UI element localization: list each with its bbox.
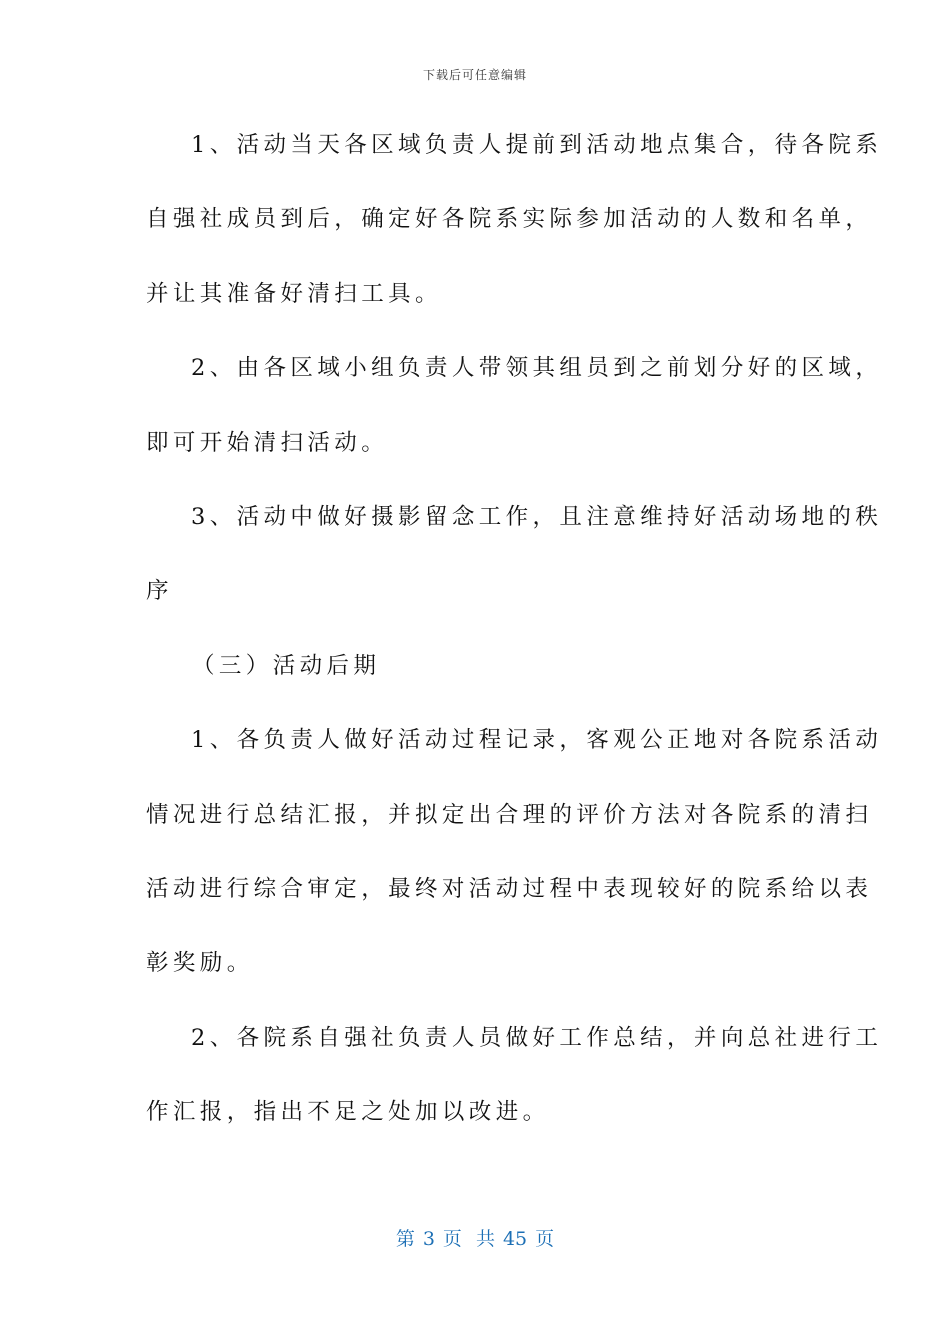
paragraph-line: 序	[146, 578, 173, 605]
paragraph-line: 3、活动中做好摄影留念工作，且注意维持好活动场地的秩	[191, 503, 883, 530]
current-page-number: 3	[422, 1228, 435, 1250]
paragraph-line: 1、活动当天各区域负责人提前到活动地点集合，待各院系	[191, 132, 883, 158]
paragraph-line: 作汇报，指出不足之处加以改进。	[146, 1099, 550, 1126]
section-heading: （三）活动后期	[192, 652, 381, 679]
paragraph-line: 活动进行综合审定，最终对活动过程中表现较好的院系给以表	[146, 875, 873, 902]
page-footer	[0, 1224, 950, 1251]
total-pages-number: 45	[502, 1228, 528, 1250]
paragraph-line: 1、各负责人做好活动过程记录，客观公正地对各院系活动	[191, 727, 883, 754]
footer-prefix: 第	[395, 1228, 415, 1250]
paragraph-line: 情况进行总结汇报，并拟定出合理的评价方法对各院系的清扫	[146, 801, 873, 828]
paragraph-line: 即可开始清扫活动。	[146, 429, 389, 456]
paragraph-line: 2、由各区域小组负责人带领其组员到之前划分好的区域，	[191, 355, 883, 382]
document-body	[146, 120, 883, 1161]
paragraph-line: 2、各院系自强社负责人员做好工作总结，并向总社进行工	[191, 1024, 883, 1051]
paragraph-line: 并让其准备好清扫工具。	[146, 280, 442, 307]
page-header-note: 下载后可任意编辑	[422, 68, 527, 82]
paragraph-line: 彰奖励。	[146, 950, 254, 977]
footer-suffix: 页	[535, 1228, 555, 1250]
paragraph-line: 自强社成员到后，确定好各院系实际参加活动的人数和名单，	[146, 206, 873, 233]
footer-middle: 页 共	[442, 1228, 495, 1250]
